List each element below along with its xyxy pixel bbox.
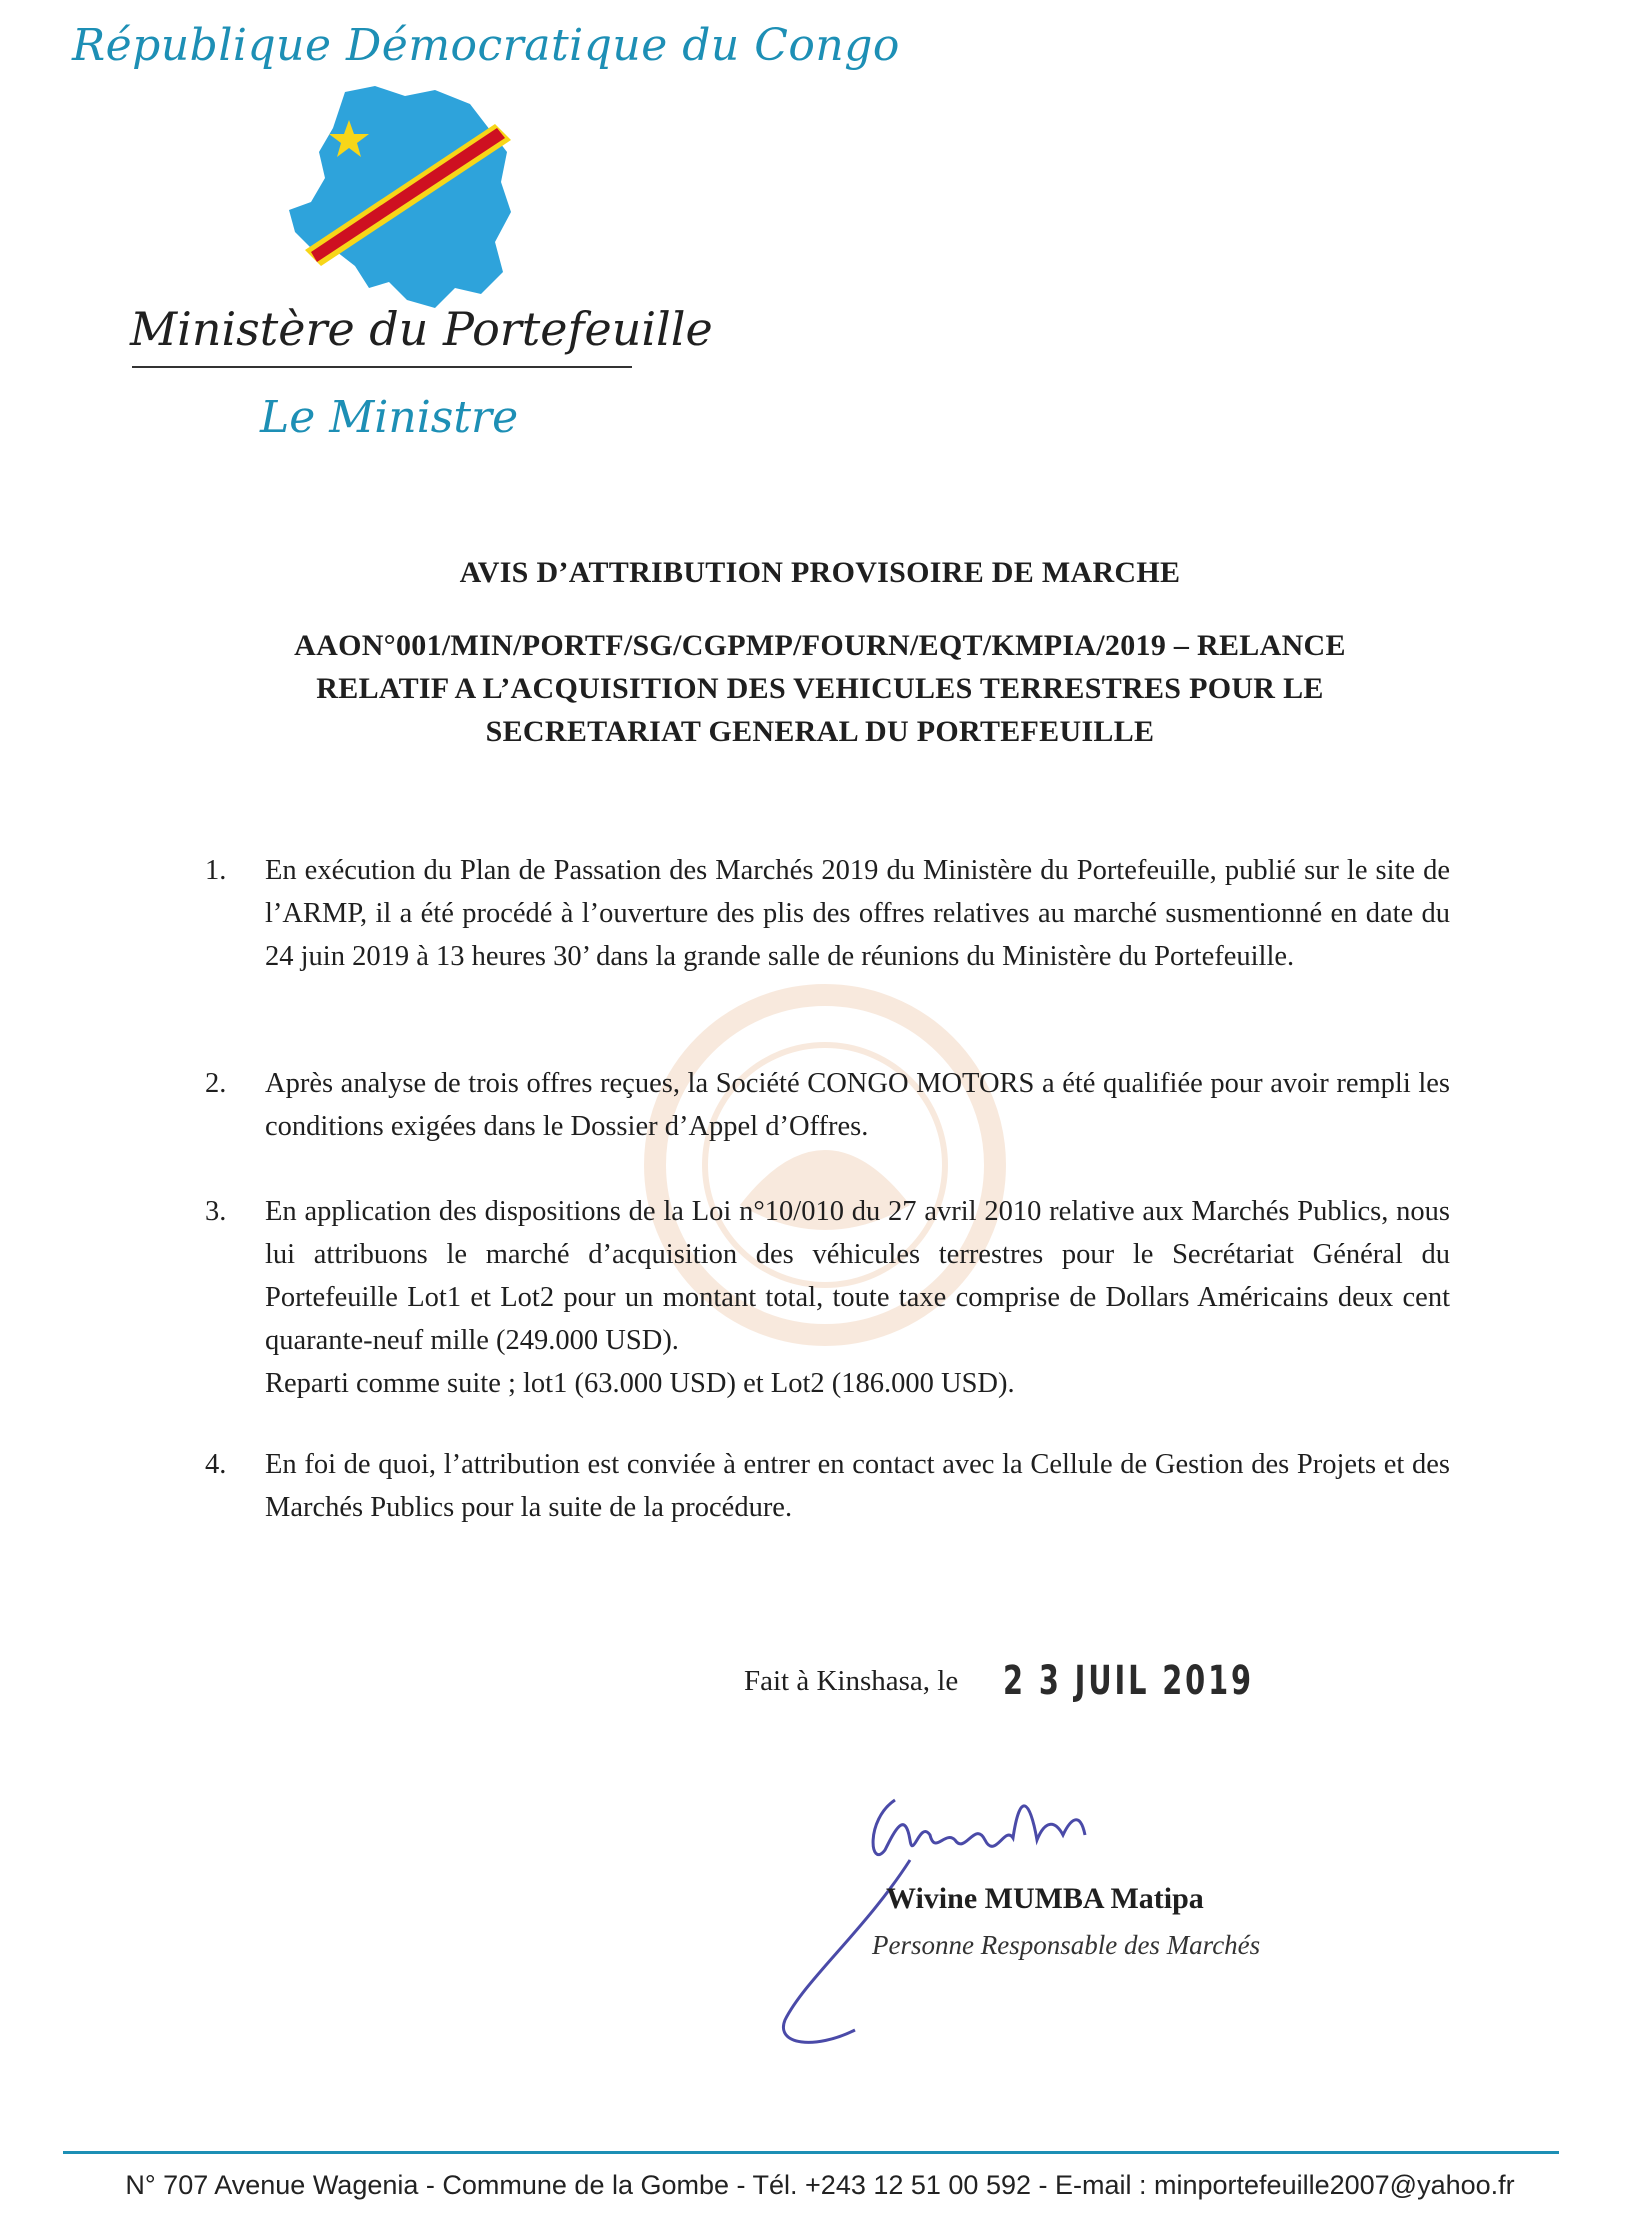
signatory-role: Personne Responsable des Marchés <box>872 1930 1261 1960</box>
item-number: 2. <box>205 1068 227 1099</box>
notice-reference <box>0 624 1640 753</box>
item-number: 1. <box>205 855 227 886</box>
header-divider <box>132 366 632 368</box>
republic-heading: République Démocratique du Congo <box>72 20 900 71</box>
reference-line: RELATIF A L’ACQUISITION DES VEHICULES TERRESTRES POUR LE <box>316 672 1324 705</box>
item-text: En foi de quoi, l’attribution est conviée à entrer en contact avec la Cellule de Gestion des Projets et des Marchés Publics pour la suite de la procédure. <box>265 1449 1450 1523</box>
minister-heading: Le Ministre <box>260 392 519 443</box>
ministry-heading: Ministère du Portefeuille <box>130 302 713 356</box>
footer-address: N° 707 Avenue Wagenia - Commune de la Gombe - Tél. +243 12 51 00 592 - E-mail : minportefeuille2007@yahoo.fr <box>125 2170 1515 2200</box>
reference-line: AAON°001/MIN/PORTF/SG/CGPMP/FOURN/EQT/KMPIA/2019 – RELANCE <box>294 629 1346 662</box>
drc-flag-map-logo <box>285 82 515 317</box>
item-extra-text: Reparti comme suite ; lot1 (63.000 USD) et Lot2 (186.000 USD). <box>265 1368 1015 1399</box>
item-text: Après analyse de trois offres reçues, la Société CONGO MOTORS a été qualifiée pour avoir rempli les conditions exigées dans le Dossier d’Appel d’Offres. <box>265 1068 1450 1142</box>
notice-title: AVIS D’ATTRIBUTION PROVISOIRE DE MARCHE <box>459 556 1181 589</box>
place-label: Fait à Kinshasa, le <box>744 1665 959 1697</box>
item-text: En application des dispositions de la Loi n°10/010 du 27 avril 2010 relative aux Marchés Publics, nous lui attribuons le marché d’acquisition des véhicules terrestres pour le Secrétariat Général du Portefeuille Lot1 et Lot2 pour un montant total, toute taxe comprise de Dollars Américains deux cent quarante-neuf mille (249.000 USD). <box>265 1196 1450 1356</box>
item-text-block <box>265 1190 1450 1405</box>
reference-line: SECRETARIAT GENERAL DU PORTEFEUILLE <box>485 715 1155 748</box>
footer-divider <box>63 2151 1559 2154</box>
item-number: 3. <box>205 1196 227 1227</box>
item-text: En exécution du Plan de Passation des Marchés 2019 du Ministère du Portefeuille, publié sur le site de l’ARMP, il a été procédé à l’ouverture des plis des offres relatives au marché susmentionné en date du 24 juin 2019 à 13 heures 30’ dans la grande salle de réunions du Ministère du Portefeuille. <box>265 855 1450 972</box>
item-number: 4. <box>205 1449 227 1480</box>
handwritten-signature <box>745 1780 1225 2070</box>
date-stamp: 2 3 JUIL 2019 <box>1003 1658 1254 1704</box>
signatory-name: Wivine MUMBA Matipa <box>886 1882 1204 1915</box>
